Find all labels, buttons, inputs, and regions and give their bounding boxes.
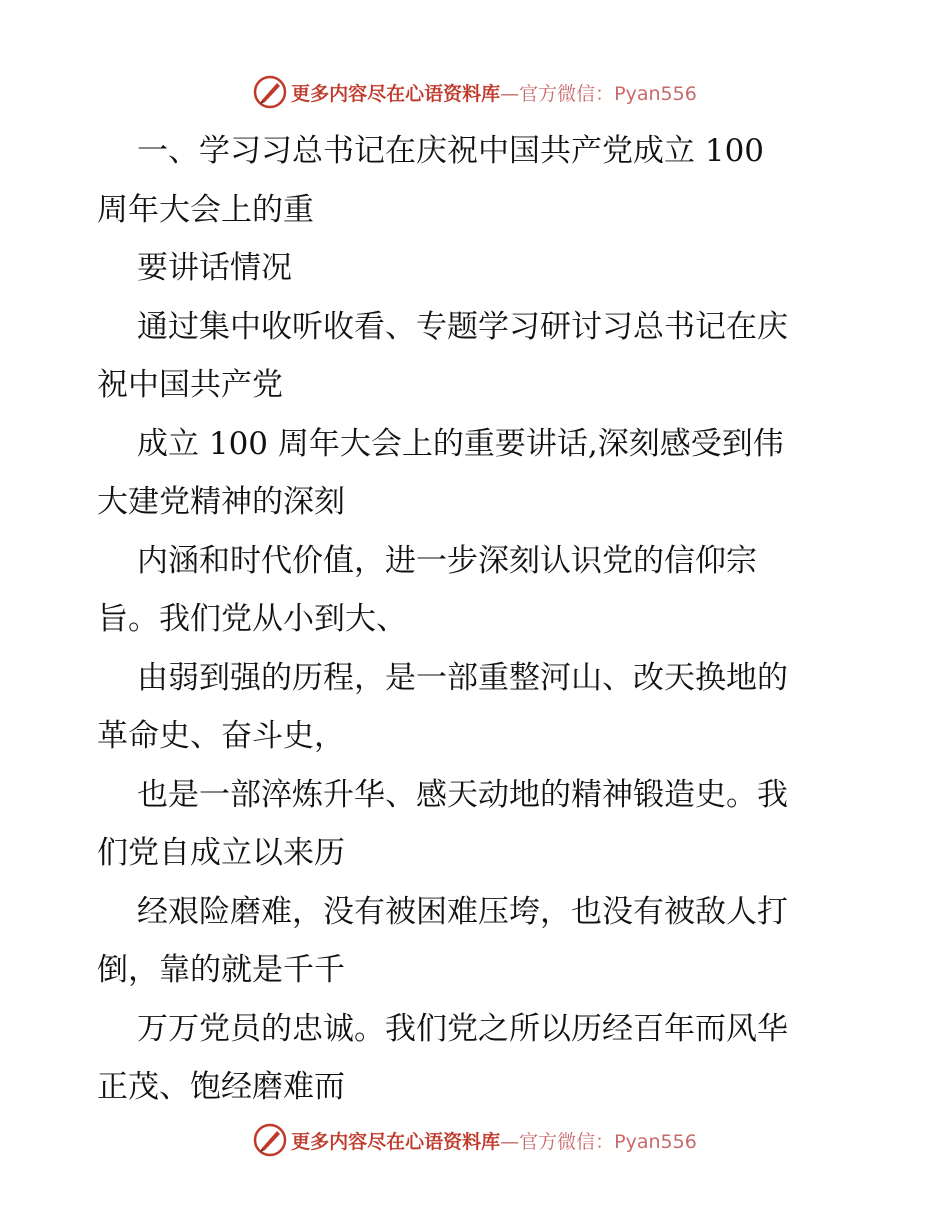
text-line: 内涵和时代价值，进一步深刻认识党的信仰宗 [137,542,757,579]
text-line: 大建党精神的深刻 [97,484,345,520]
quill-logo-icon [253,75,287,109]
banner-wechat: —官方微信：Pyan556 [500,82,697,105]
document-body [97,122,857,1117]
text-line: 万万党员的忠诚。我们党之所以历经百年而风华 [137,1010,788,1047]
banner-text [291,79,697,106]
text-line: 周年大会上的重 [97,191,314,228]
text-line: 成立 100 周年大会上的重要讲话,深刻感受到伟 [137,425,784,462]
text-line: 经艰险磨难，没有被困难压垮，也没有被敌人打 [137,893,788,930]
text-line: 倒，靠的就是千千 [97,952,345,988]
text-line: 旨。我们党从小到大、 [97,601,407,637]
banner-brand: 更多内容尽在心语资料库 [291,1130,501,1153]
footer-banner [0,1120,950,1160]
text-line: 通过集中收听收看、专题学习研讨习总书记在庆 [137,308,788,345]
text-line: 革命史、奋斗史， [97,718,345,754]
text-line: 们党自成立以来历 [97,835,345,871]
banner-brand: 更多内容尽在心语资料库 [291,82,501,105]
text-line: 祝中国共产党 [97,367,283,403]
text-line: 要讲话情况 [137,250,292,286]
text-line: 正茂、饱经磨难而 [97,1069,345,1105]
text-line: 也是一部淬炼升华、感天动地的精神锻造史。我 [137,776,788,813]
header-banner [0,72,950,112]
banner-text [291,1127,697,1154]
quill-logo-icon [253,1123,287,1157]
banner-wechat: —官方微信：Pyan556 [500,1130,697,1153]
text-line: 由弱到强的历程，是一部重整河山、改天换地的 [137,659,788,696]
text-line: 一、学习习总书记在庆祝中国共产党成立 100 [137,133,765,169]
